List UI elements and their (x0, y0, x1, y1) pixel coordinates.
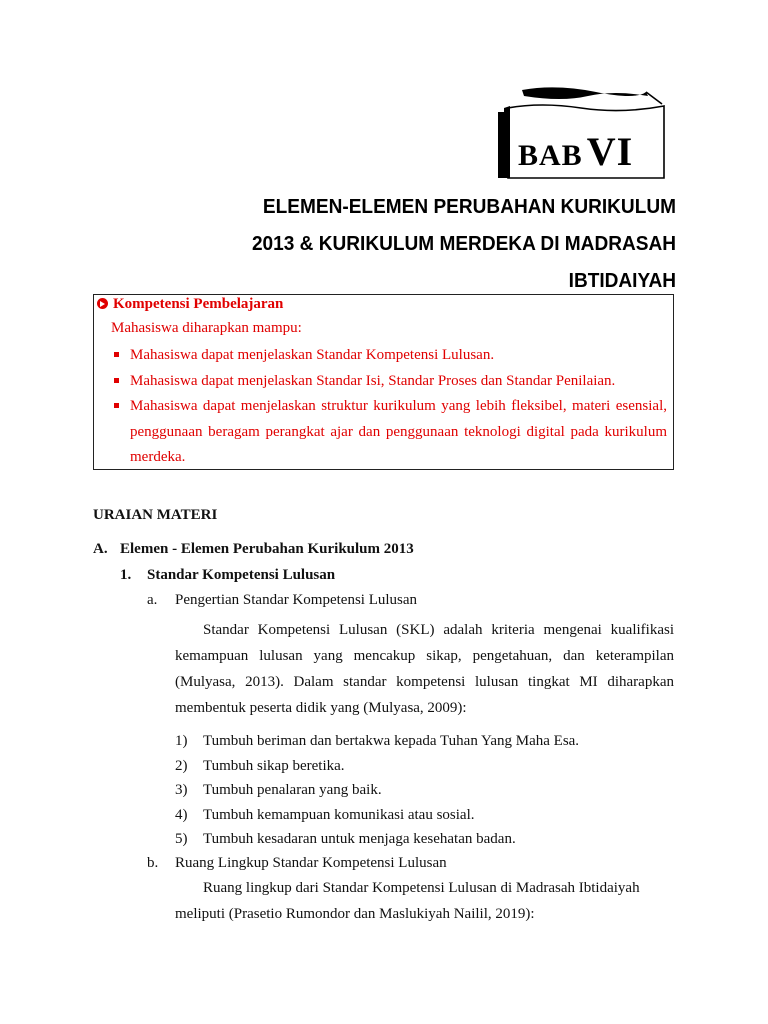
competency-item (111, 343, 667, 369)
list-item-text: Tumbuh kemampuan komunikasi atau sosial. (203, 806, 475, 823)
chapter-title-line-1: ELEMEN-ELEMEN PERUBAHAN KURIKULUM (262, 195, 676, 218)
subsection-1-title: Standar Kompetensi Lulusan (147, 567, 336, 583)
paragraph-a (175, 617, 674, 721)
competency-box (93, 294, 674, 470)
competency-item (111, 394, 667, 471)
point-b-marker: b. (147, 855, 159, 871)
list-item-text: Tumbuh penalaran yang baik. (203, 782, 382, 799)
section-a-marker: A. (93, 541, 108, 557)
circle-arrow-icon (97, 298, 108, 309)
numbered-list (175, 729, 579, 852)
paragraph-a-line: kemampuan lulusan yang mencakup sikap, pengetahuan, dan keterampilan (175, 648, 674, 664)
competency-item-text: Mahasiswa dapat menjelaskan Standar Kompetensi Lulusan. (130, 347, 495, 363)
bab-number: VI (586, 129, 634, 174)
paragraph-b-line: meliputi (Prasetio Rumondor dan Maslukiyah Nailil, 2019): (175, 906, 535, 922)
list-item-text: Tumbuh kesadaran untuk menjaga kesehatan badan. (203, 831, 516, 848)
list-item-number: 5) (175, 831, 188, 848)
chapter-title (233, 188, 676, 299)
competency-item-text: Mahasiswa dapat menjelaskan Standar Isi, Standar Proses dan Standar Penilaian. (130, 372, 616, 389)
chapter-title-line-2: 2013 & KURIKULUM MERDEKA DI MADRASAH (251, 232, 676, 255)
paragraph-a-line: Standar Kompetensi Lulusan (SKL) adalah kriteria mengenai kualifikasi (203, 622, 674, 638)
competency-list (111, 343, 667, 471)
bab-word: BAB (518, 139, 583, 172)
list-item-number: 1) (175, 733, 188, 749)
list-item (175, 778, 579, 803)
list-item (175, 827, 579, 852)
list-item-number: 4) (175, 806, 188, 823)
competency-item-text: Mahasiswa dapat menjelaskan struktur kurikulum yang lebih fleksibel, materi esensial, penggunaan beragam perangkat ajar dan penggunaan teknologi digital pada kurikulum merdeka. (130, 398, 667, 465)
section-a-title: Elemen - Elemen Perubahan Kurikulum 2013 (120, 541, 414, 557)
point-a-title: Pengertian Standar Kompetensi Lulusan (175, 592, 418, 608)
chapter-badge (496, 86, 676, 182)
list-item-text: Tumbuh beriman dan bertakwa kepada Tuhan Yang Maha Esa. (203, 733, 580, 749)
competency-item (111, 369, 667, 395)
square-bullet-icon (114, 378, 119, 383)
subsection-1-marker: 1. (120, 567, 132, 583)
square-bullet-icon (114, 403, 119, 408)
list-item-number: 3) (175, 782, 188, 799)
point-a-marker: a. (147, 592, 158, 608)
paragraph-a-line: (Mulyasa, 2013). Dalam standar kompetensi lulusan tingkat MI diharapkan (175, 674, 674, 690)
list-item-number: 2) (175, 757, 188, 774)
list-item-text: Tumbuh sikap beretika. (203, 757, 345, 774)
list-item (175, 729, 579, 754)
point-b-title: Ruang Lingkup Standar Kompetensi Lulusan (175, 855, 447, 871)
paragraph-b-line: Ruang lingkup dari Standar Kompetensi Lulusan di Madrasah Ibtidaiyah (203, 880, 640, 896)
chapter-label (518, 128, 668, 175)
list-item (175, 754, 579, 779)
competency-heading-text: Kompetensi Pembelajaran (113, 296, 284, 312)
square-bullet-icon (114, 352, 119, 357)
paragraph-b (175, 875, 674, 927)
paragraph-a-line: membentuk peserta didik yang (Mulyasa, 2009): (175, 700, 467, 716)
chapter-title-line-3: IBTIDAIYAH (568, 269, 676, 292)
competency-heading (97, 295, 283, 313)
competency-intro: Mahasiswa diharapkan mampu: (111, 320, 302, 336)
section-heading: URAIAN MATERI (93, 507, 218, 523)
list-item (175, 803, 579, 828)
